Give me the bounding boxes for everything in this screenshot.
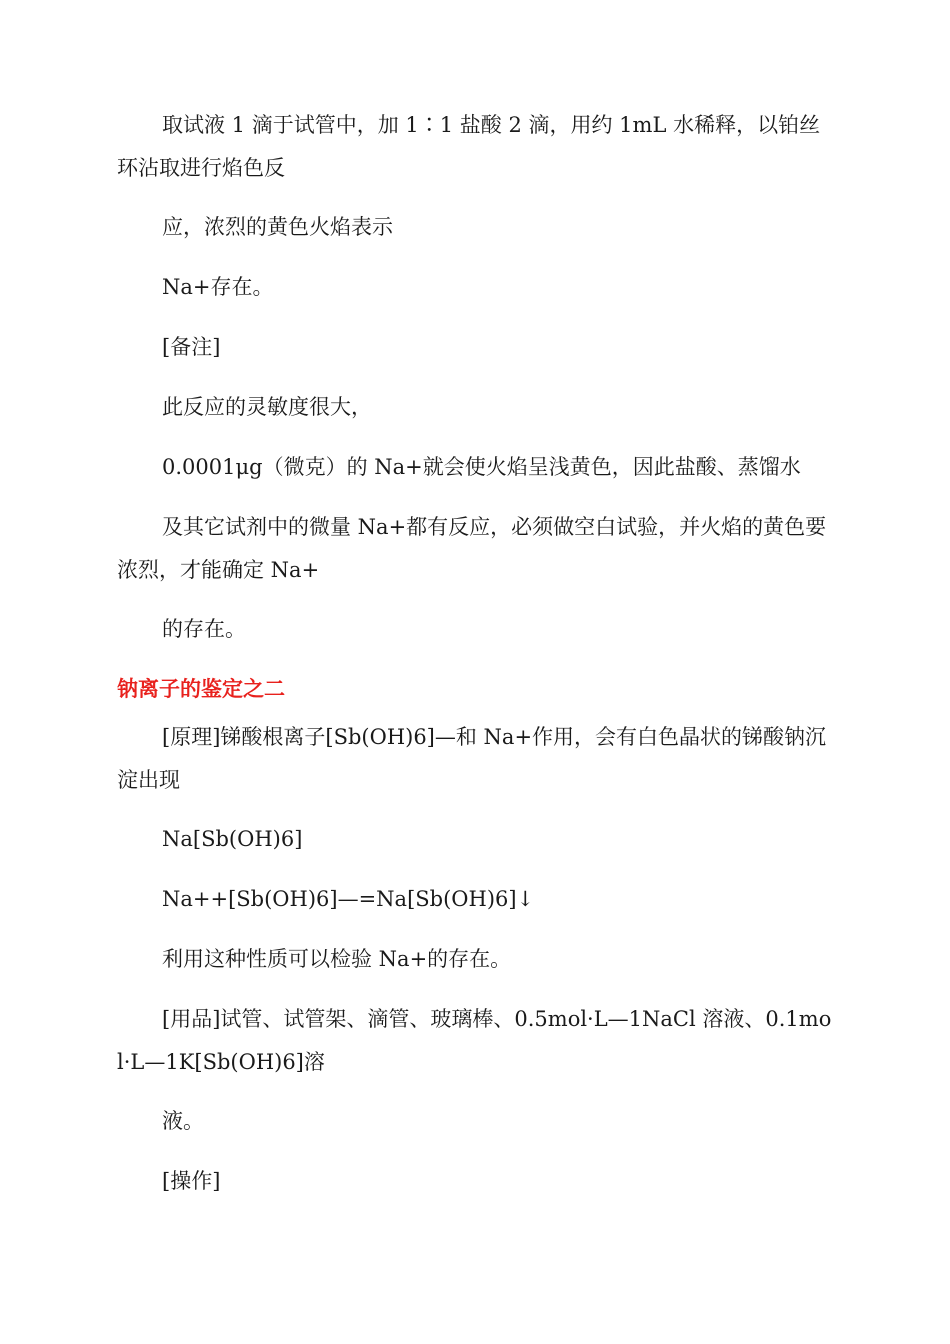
paragraph-na-present: Na+存在。 <box>162 275 274 299</box>
paragraph-flame-test-procedure: 取试液 1 滴于试管中，加 1∶1 盐酸 2 滴，用约 1mL 水稀释，以铂丝环沾取进行焰色反 <box>117 113 821 180</box>
paragraph-principle: [原理]锑酸根离子[Sb(OH)6]—和 Na+作用，会有白色晶状的锑酸钠沉淀出现 <box>117 725 827 792</box>
paragraph-blank-test: 及其它试剂中的微量 Na+都有反应，必须做空白试验，并火焰的黄色要浓烈，才能确定 Na+ <box>117 515 827 582</box>
paragraph-formula: Na[Sb(OH)6] <box>162 827 303 851</box>
paragraph-flame-result: 应，浓烈的黄色火焰表示 <box>162 215 393 239</box>
paragraph-sensitivity: 此反应的灵敏度很大， <box>162 395 372 419</box>
paragraph-microgram: 0.0001μg（微克）的 Na+就会使火焰呈浅黄色，因此盐酸、蒸馏水 <box>162 455 801 479</box>
paragraph-note-label: [备注] <box>162 335 221 359</box>
paragraph-reaction-equation: Na++[Sb(OH)6]—=Na[Sb(OH)6]↓ <box>162 887 535 911</box>
paragraph-solution: 液。 <box>162 1109 204 1133</box>
section-heading: 钠离子的鉴定之二 <box>117 677 285 701</box>
paragraph-use: 利用这种性质可以检验 Na+的存在。 <box>162 947 512 971</box>
paragraph-operation-label: [操作] <box>162 1169 221 1193</box>
paragraph-materials: [用品]试管、试管架、滴管、玻璃棒、0.5mol·L—1NaCl 溶液、0.1mol·L—1K[Sb(OH)6]溶 <box>117 1007 832 1074</box>
paragraph-existence: 的存在。 <box>162 617 246 641</box>
